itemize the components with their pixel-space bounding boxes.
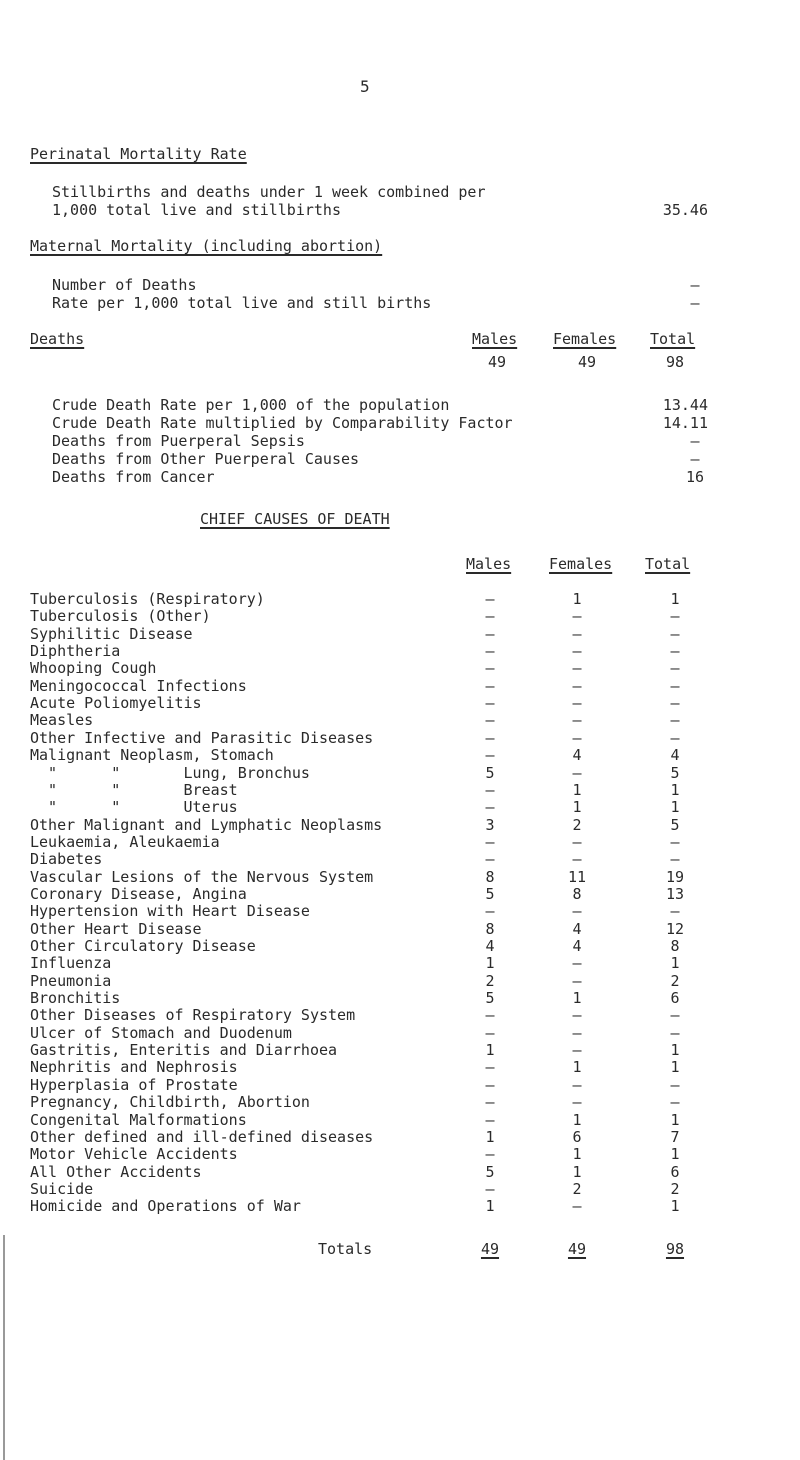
table-row [0,607,800,625]
cause-label: Ulcer of Stomach and Duodenum [30,1023,292,1042]
cause-label: Other Infective and Parasitic Diseases [30,728,374,747]
females-cell: – [572,676,582,695]
table-row [0,677,800,695]
females-cell: 8 [572,884,582,903]
table-row [0,1024,800,1042]
total-cell: 19 [665,867,685,886]
males-cell: – [485,676,495,695]
males-cell: 1 [485,954,495,973]
cause-label: Bronchitis [30,989,121,1008]
cause-label: Hypertension with Heart Disease [30,902,310,921]
cause-label: Other Diseases of Respiratory System [30,1006,356,1025]
totals-females: 49 [567,1240,587,1258]
cause-label: Other Heart Disease [30,919,202,938]
maternal-row-value: – [690,294,700,312]
cause-label: Malignant Neoplasm, Stomach [30,746,274,765]
total-cell: – [670,832,680,851]
cause-label: Diphtheria [30,642,121,661]
perinatal-value: 35.46 [662,201,708,219]
females-cell: – [572,642,582,661]
females-cell: 1 [572,780,582,799]
rate-label: Deaths from Puerperal Sepsis [52,432,305,450]
table-row [0,972,800,990]
cause-label: Hyperplasia of Prostate [30,1075,238,1094]
females-cell: – [572,1023,582,1042]
total-cell: – [670,624,680,643]
females-cell: – [572,971,582,990]
total-cell: 1 [670,780,680,799]
males-cell: – [485,1093,495,1112]
table-row [0,1128,800,1146]
table-row [0,625,800,643]
cause-label: " " Breast [30,780,238,799]
males-cell: 5 [485,989,495,1008]
page-number: 5 [360,77,370,96]
table-row [0,885,800,903]
females-cell: 1 [572,989,582,1008]
table-row [0,920,800,938]
males-cell: – [485,902,495,921]
females-cell: 2 [572,815,582,834]
total-cell: – [670,1006,680,1025]
table-row [0,1093,800,1111]
males-cell: – [485,746,495,765]
males-cell: 5 [485,1162,495,1181]
males-cell: 5 [485,763,495,782]
females-cell: 11 [567,867,587,886]
cause-label: Tuberculosis (Other) [30,607,211,626]
perinatal-heading: Perinatal Mortality Rate [30,145,247,163]
table-row [0,590,800,608]
table-row [0,1180,800,1198]
maternal-row-label: Rate per 1,000 total live and still births [52,294,432,312]
table-row [0,642,800,660]
maternal-row-label: Number of Deaths [52,276,197,294]
page-edge-mark [3,1235,5,1460]
females-cell: – [572,659,582,678]
causes-col-females: Females [549,555,613,573]
total-cell: – [670,711,680,730]
maternal-heading: Maternal Mortality (including abortion) [30,237,383,255]
cause-label: Syphilitic Disease [30,624,193,643]
cause-label: Diabetes [30,850,103,869]
females-cell: – [572,832,582,851]
cause-label: Homicide and Operations of War [30,1197,301,1216]
table-row [0,1041,800,1059]
perinatal-line-2: 1,000 total live and stillbirths [52,201,341,219]
total-cell: – [670,1093,680,1112]
total-cell: 1 [670,954,680,973]
rate-label: Deaths from Cancer [52,468,215,486]
cause-label: Nephritis and Nephrosis [30,1058,238,1077]
total-cell: 1 [670,1110,680,1129]
cause-label: " " Uterus [30,798,238,817]
females-cell: – [572,1075,582,1094]
cause-label: Vascular Lesions of the Nervous System [30,867,374,886]
cause-label: All Other Accidents [30,1162,202,1181]
table-row [0,694,800,712]
total-cell: 6 [670,1162,680,1181]
females-cell: 6 [572,1127,582,1146]
females-cell: 2 [572,1179,582,1198]
table-row [0,764,800,782]
table-row [0,1111,800,1129]
total-cell: 1 [670,1041,680,1060]
table-row [0,850,800,868]
total-cell: – [670,1023,680,1042]
table-row [0,711,800,729]
females-cell: – [572,607,582,626]
cause-label: Other Malignant and Lymphatic Neoplasms [30,815,383,834]
rate-value: 16 [685,468,705,486]
cause-label: Suicide [30,1179,94,1198]
rate-label: Crude Death Rate multiplied by Comparability Factor [52,414,513,432]
cause-label: Tuberculosis (Respiratory) [30,590,265,608]
cause-label: Measles [30,711,94,730]
rate-label: Crude Death Rate per 1,000 of the population [52,396,450,414]
totals-label: Totals [318,1240,373,1258]
males-cell: – [485,1075,495,1094]
maternal-row-value: – [690,276,700,294]
females-cell: – [572,1006,582,1025]
total-cell: – [670,642,680,661]
males-cell: – [485,1179,495,1198]
cause-label: Meningococcal Infections [30,676,247,695]
males-cell: – [485,711,495,730]
table-row [0,729,800,747]
deaths-heading: Deaths [30,330,85,348]
males-cell: – [485,850,495,869]
table-row [0,1006,800,1024]
rate-label: Deaths from Other Puerperal Causes [52,450,360,468]
females-cell: – [572,694,582,713]
table-row [0,798,800,816]
females-cell: 4 [572,937,582,955]
females-cell: – [572,902,582,921]
totals-total: 98 [665,1240,685,1258]
total-cell: – [670,676,680,695]
table-row [0,954,800,972]
total-cell: 1 [670,1197,680,1216]
males-cell: 8 [485,919,495,938]
totals-males: 49 [480,1240,500,1258]
table-row [0,833,800,851]
deaths-col-males: Males [472,330,518,348]
males-cell: – [485,832,495,851]
total-cell: 1 [670,1058,680,1077]
rate-value: – [690,450,700,468]
total-cell: 5 [670,763,680,782]
total-cell: 4 [670,746,680,765]
males-cell: – [485,1023,495,1042]
males-cell: – [485,798,495,817]
table-row [0,868,800,886]
females-cell: 4 [572,746,582,765]
females-cell: – [572,850,582,869]
males-cell: 5 [485,884,495,903]
males-cell: – [485,1058,495,1077]
cause-label: Motor Vehicle Accidents [30,1145,238,1164]
cause-label: " " Lung, Bronchus [30,763,310,782]
table-row [0,1058,800,1076]
females-cell: – [572,728,582,747]
total-cell: – [670,1075,680,1094]
females-cell: 1 [572,1162,582,1181]
total-cell: 13 [665,884,685,903]
total-cell: 6 [670,989,680,1008]
males-cell: 2 [485,971,495,990]
males-cell: 8 [485,867,495,886]
table-row [0,1163,800,1181]
rate-value: 13.44 [662,396,708,414]
total-cell: – [670,694,680,713]
females-cell: – [572,954,582,973]
females-cell: – [572,1093,582,1112]
females-cell: – [572,711,582,730]
total-cell: – [670,728,680,747]
total-cell: 1 [670,1145,680,1164]
males-cell: – [485,694,495,713]
total-cell: – [670,659,680,678]
females-cell: 1 [572,1145,582,1164]
causes-col-males: Males [466,555,512,573]
males-cell: 3 [485,815,495,834]
deaths-col-total: Total [650,330,696,348]
table-row [0,1076,800,1094]
total-cell: – [670,902,680,921]
table-row [0,659,800,677]
total-cell: – [670,850,680,869]
males-cell: – [485,642,495,661]
table-row [0,781,800,799]
table-row [0,1197,800,1215]
males-cell: 1 [485,1197,495,1216]
causes-table [0,590,800,1240]
males-cell: 1 [485,1127,495,1146]
cause-label: Gastritis, Enteritis and Diarrhoea [30,1041,338,1060]
males-cell: 4 [485,937,495,955]
deaths-total-value: 98 [665,353,685,371]
males-cell: – [485,607,495,626]
table-row [0,746,800,764]
males-cell: – [485,1145,495,1164]
females-cell: 4 [572,919,582,938]
total-cell: 2 [670,1179,680,1198]
males-cell: – [485,780,495,799]
total-cell: 1 [670,798,680,817]
table-row [0,937,800,955]
cause-label: Influenza [30,954,112,973]
females-cell: 1 [572,1110,582,1129]
females-cell: 1 [572,590,582,608]
rate-value: – [690,432,700,450]
causes-heading: CHIEF CAUSES OF DEATH [200,510,390,528]
table-row [0,816,800,834]
deaths-females-value: 49 [577,353,597,371]
total-cell: 7 [670,1127,680,1146]
cause-label: Other defined and ill-defined diseases [30,1127,374,1146]
females-cell: – [572,1197,582,1216]
table-row [0,902,800,920]
males-cell: – [485,590,495,608]
total-cell: 2 [670,971,680,990]
rate-value: 14.11 [662,414,708,432]
females-cell: – [572,1041,582,1060]
males-cell: – [485,624,495,643]
cause-label: Congenital Malformations [30,1110,247,1129]
deaths-col-females: Females [553,330,617,348]
causes-col-total: Total [645,555,691,573]
males-cell: – [485,659,495,678]
perinatal-line-1: Stillbirths and deaths under 1 week combined per [52,183,486,201]
cause-label: Pregnancy, Childbirth, Abortion [30,1093,310,1112]
females-cell: – [572,763,582,782]
deaths-males-value: 49 [487,353,507,371]
table-row [0,989,800,1007]
cause-label: Whooping Cough [30,659,157,678]
cause-label: Leukaemia, Aleukaemia [30,832,220,851]
total-cell: 12 [665,919,685,938]
males-cell: – [485,1006,495,1025]
total-cell: 8 [670,937,680,955]
total-cell: 5 [670,815,680,834]
cause-label: Pneumonia [30,971,112,990]
females-cell: 1 [572,1058,582,1077]
table-row [0,1145,800,1163]
males-cell: 1 [485,1041,495,1060]
cause-label: Coronary Disease, Angina [30,884,247,903]
total-cell: 1 [670,590,680,608]
cause-label: Other Circulatory Disease [30,937,256,955]
females-cell: 1 [572,798,582,817]
total-cell: – [670,607,680,626]
males-cell: – [485,728,495,747]
males-cell: – [485,1110,495,1129]
cause-label: Acute Poliomyelitis [30,694,202,713]
females-cell: – [572,624,582,643]
